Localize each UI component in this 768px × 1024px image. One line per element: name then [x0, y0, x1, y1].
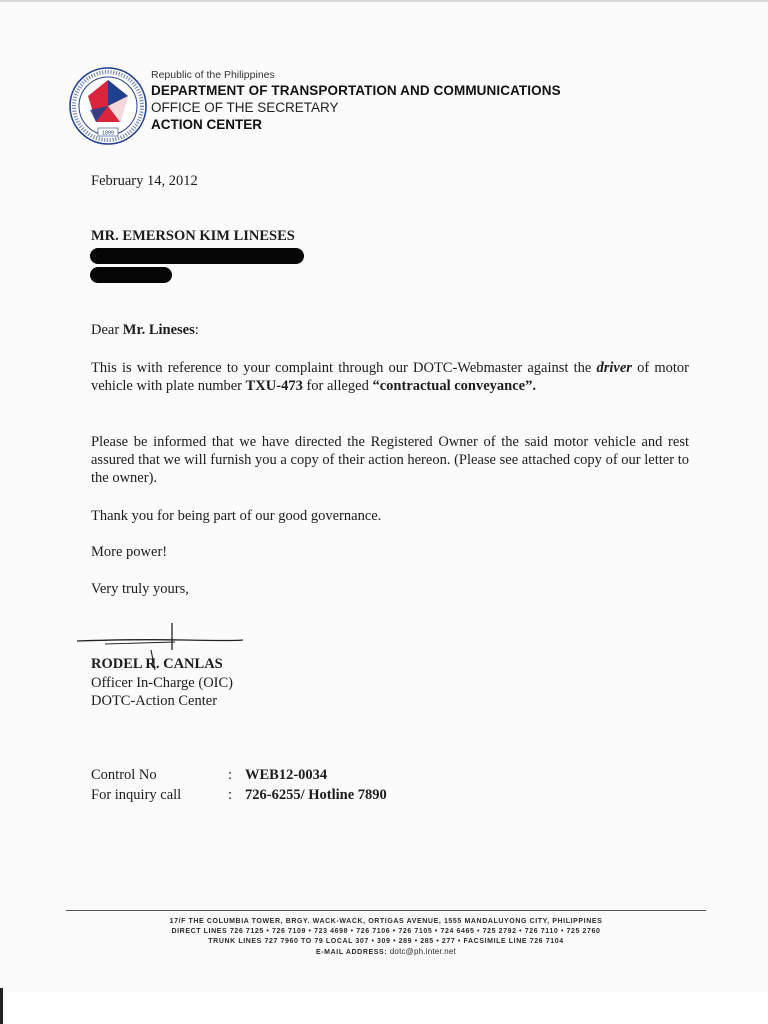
- inquiry-label: For inquiry call: [91, 787, 182, 803]
- closing: Very truly yours,: [91, 581, 189, 597]
- footer-direct-lines: DIRECT LINES 726 7125 • 726 7109 • 723 4698 • 726 7106 • 726 7105 • 724 6465 • 725 2792 • 726 7110 • 725 2760: [171, 928, 601, 935]
- p1-period: .: [532, 378, 536, 394]
- scan-bottom-margin: [0, 992, 768, 1024]
- p1-alleged: “contractual conveyance”: [372, 378, 533, 394]
- footer-trunk-lines: TRUNK LINES 727 7960 TO 79 LOCAL 307 • 309 • 289 • 285 • 277 • FACSIMILE LINE 726 7104: [208, 938, 564, 945]
- scan-top-edge: [0, 0, 768, 2]
- footer-email: [66, 947, 706, 958]
- letterhead-footer: [66, 917, 706, 958]
- footer-divider: [66, 910, 706, 911]
- dotc-seal-icon: [68, 66, 148, 146]
- redacted-address-line-1: [90, 248, 304, 264]
- control-no-value: WEB12-0034: [245, 767, 328, 783]
- salutation-post: :: [194, 322, 199, 338]
- plate-number: TXU-473: [245, 378, 303, 394]
- letterhead-department: DEPARTMENT OF TRANSPORTATION AND COMMUNICATIONS: [151, 83, 561, 98]
- letterhead-republic: Republic of the Philippines: [151, 69, 275, 81]
- redacted-address-line-2: [90, 267, 172, 283]
- letterhead: [151, 68, 561, 133]
- paragraph-complaint: [91, 359, 689, 395]
- letterhead-office: OFFICE OF THE SECRETARY: [151, 100, 339, 115]
- salutation-pre: Dear: [91, 322, 123, 338]
- signatory-name: RODEL R. CANLAS: [91, 656, 223, 672]
- footer-address: 17/F THE COLUMBIA TOWER, BRGY. WACK-WACK, ORTIGAS AVENUE, 1555 MANDALUYONG CITY, PHILIPPINES: [169, 918, 603, 925]
- inquiry-value: 726-6255/ Hotline 7890: [245, 787, 387, 803]
- recipient-name: MR. EMERSON KIM LINESES: [91, 228, 295, 244]
- signatory-title: Officer In-Charge (OIC): [91, 675, 233, 691]
- p1-driver: driver: [596, 360, 632, 376]
- paragraph-thanks: Thank you for being part of our good governance.: [91, 508, 382, 524]
- p1-text-b: of motor vehicle with plate number: [91, 360, 690, 394]
- paragraph-directed: Please be informed that we have directed the Registered Owner of the said motor vehicle and rest assured that we will furnish you a copy of their action hereon. (Please see attached copy of our letter to the owner).: [91, 434, 689, 486]
- seal-year: 1899: [101, 130, 115, 137]
- signatory-office: DOTC-Action Center: [91, 693, 218, 709]
- salutation-name: Mr. Lineses: [122, 322, 195, 338]
- inquiry-colon: :: [228, 787, 233, 803]
- salutation: [91, 321, 199, 339]
- p1-text-c: for alleged: [302, 378, 373, 394]
- paragraph-more-power: More power!: [91, 544, 168, 560]
- footer-email-label: E-MAIL ADDRESS:: [315, 949, 390, 956]
- control-no-colon: :: [228, 767, 233, 783]
- control-no-label: Control No: [91, 767, 157, 783]
- footer-email-value: dotc@ph.inter.net: [389, 947, 456, 956]
- scan-edge-mark: [0, 988, 3, 1024]
- p1-text-a: This is with reference to your complaint through our DOTC-Webmaster against the: [91, 360, 597, 376]
- letterhead-center: ACTION CENTER: [151, 117, 262, 132]
- letter-date: February 14, 2012: [91, 173, 198, 189]
